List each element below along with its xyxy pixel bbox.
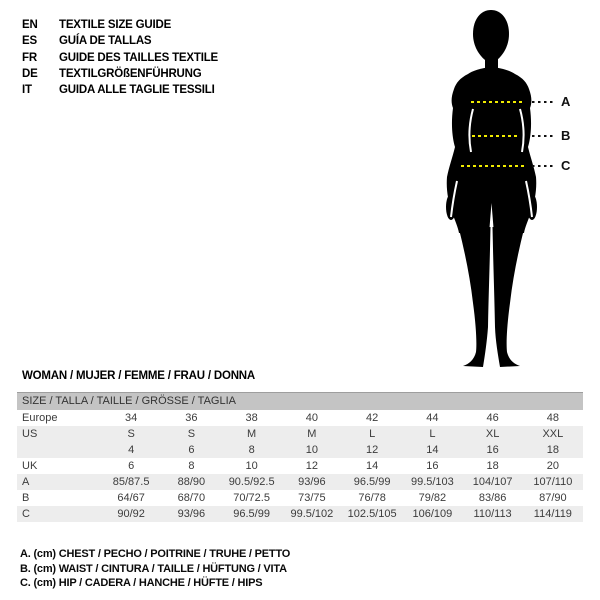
size-cell: 42 [366, 412, 379, 424]
size-cell: 4 [128, 444, 135, 456]
size-cell: 20 [546, 460, 559, 472]
language-row [22, 50, 218, 66]
size-cell: 14 [366, 460, 379, 472]
size-cell: 87/90 [539, 492, 567, 504]
table-row-waist [17, 490, 583, 506]
size-cell: S [187, 428, 196, 440]
size-cell: 16 [426, 460, 439, 472]
language-code: ES [22, 35, 37, 48]
row-label: C [22, 508, 30, 520]
legend-line-chest: A. (cm) CHEST / PECHO / POITRINE / TRUHE / PETTO [20, 548, 291, 560]
language-list [22, 17, 218, 98]
table-row-us-numeric [17, 442, 583, 458]
table-header-label: SIZE / TALLA / TAILLE / GRÖSSE / TAGLIA [22, 395, 236, 407]
size-cell: 10 [245, 460, 258, 472]
language-code: FR [22, 51, 37, 64]
size-cell: 36 [185, 412, 198, 424]
row-label: A [22, 476, 30, 488]
size-cell: 46 [486, 412, 499, 424]
size-cell: 93/96 [177, 508, 206, 520]
size-cell: 96.5/99 [353, 476, 391, 488]
size-cell: 14 [426, 444, 439, 456]
table-row-europe [17, 410, 583, 426]
size-cell: XXL [542, 428, 564, 440]
woman-silhouette-figure [425, 5, 560, 370]
size-cell: 38 [245, 412, 258, 424]
table-header [17, 392, 583, 410]
size-cell: 6 [128, 460, 135, 472]
size-table [17, 392, 583, 522]
row-label: UK [22, 460, 38, 472]
language-label: GUIDA ALLE TAGLIE TESSILI [59, 84, 215, 97]
size-cell: 102.5/105 [347, 508, 397, 520]
language-code: DE [22, 67, 38, 80]
size-cell: 79/82 [418, 492, 447, 504]
language-label: TEXTILGRÖßENFÜHRUNG [59, 67, 202, 80]
size-cell: 114/119 [533, 508, 572, 520]
language-row [22, 66, 218, 82]
size-cell: 99.5/102 [290, 508, 334, 520]
language-label: GUIDE DES TAILLES TEXTILE [59, 51, 218, 64]
legend-line-waist: B. (cm) WAIST / CINTURA / TAILLE / HÜFTUNG / VITA [20, 562, 287, 575]
size-cell: 85/87.5 [112, 476, 150, 488]
size-cell: 40 [305, 412, 318, 424]
language-row [22, 33, 218, 49]
size-cell: 18 [486, 460, 499, 472]
size-cell: 12 [305, 460, 318, 472]
size-cell: 70/72.5 [233, 492, 270, 504]
language-row [22, 82, 218, 98]
size-cell: 99.5/103 [410, 476, 454, 488]
size-cell: 104/107 [472, 476, 513, 488]
size-cell: 6 [188, 444, 195, 456]
language-label: TEXTILE SIZE GUIDE [59, 19, 172, 31]
size-cell: L [429, 428, 436, 440]
section-title: WOMAN / MUJER / FEMME / FRAU / DONNA [22, 370, 256, 382]
size-cell: 44 [426, 412, 439, 424]
row-label [17, 442, 101, 458]
row-label: Europe [22, 412, 58, 424]
language-code: EN [22, 19, 38, 31]
measure-label-b: B [561, 128, 571, 143]
size-cell: 90.5/92.5 [228, 476, 275, 488]
size-cell: 90/92 [117, 508, 145, 520]
size-cell: L [369, 428, 376, 440]
legend-line-hip: C. (cm) HIP / CADERA / HANCHE / HÜFTE / HIPS [20, 577, 263, 590]
table-row-uk [17, 458, 583, 474]
size-cell: 48 [546, 412, 559, 424]
size-cell: 8 [248, 444, 255, 456]
size-cell: 93/96 [298, 476, 326, 488]
size-cell: 106/109 [412, 508, 453, 520]
size-cell: 96.5/99 [233, 508, 270, 520]
size-cell: 64/67 [117, 492, 145, 504]
size-cell: M [307, 428, 317, 440]
measure-label-a: A [561, 94, 571, 109]
size-cell: XL [485, 428, 500, 440]
language-code: IT [22, 84, 32, 97]
table-row-chest [17, 474, 583, 490]
size-cell: 76/78 [358, 492, 386, 504]
row-label: US [22, 428, 38, 440]
table-row-us [17, 426, 583, 442]
size-cell: 107/110 [533, 476, 573, 488]
size-cell: 88/90 [177, 476, 206, 488]
size-cell: 34 [125, 412, 138, 424]
measurement-legend [20, 547, 290, 591]
size-cell: S [127, 428, 135, 440]
size-cell: 8 [188, 460, 195, 472]
measure-label-c: C [561, 158, 571, 173]
size-cell: 68/70 [177, 492, 206, 504]
woman-silhouette [446, 10, 537, 367]
size-cell: 16 [486, 444, 499, 456]
language-label: GUÍA DE TALLAS [59, 35, 152, 48]
size-cell: 10 [305, 444, 318, 456]
size-cell: 110/113 [473, 508, 512, 520]
size-cell: 73/75 [298, 492, 326, 504]
size-cell: 18 [546, 444, 559, 456]
size-cell: 12 [366, 444, 379, 456]
size-cell: 83/86 [478, 492, 507, 504]
table-row-hip [17, 506, 583, 522]
row-label: B [22, 492, 30, 504]
size-cell: M [247, 428, 257, 440]
language-row [22, 17, 218, 33]
